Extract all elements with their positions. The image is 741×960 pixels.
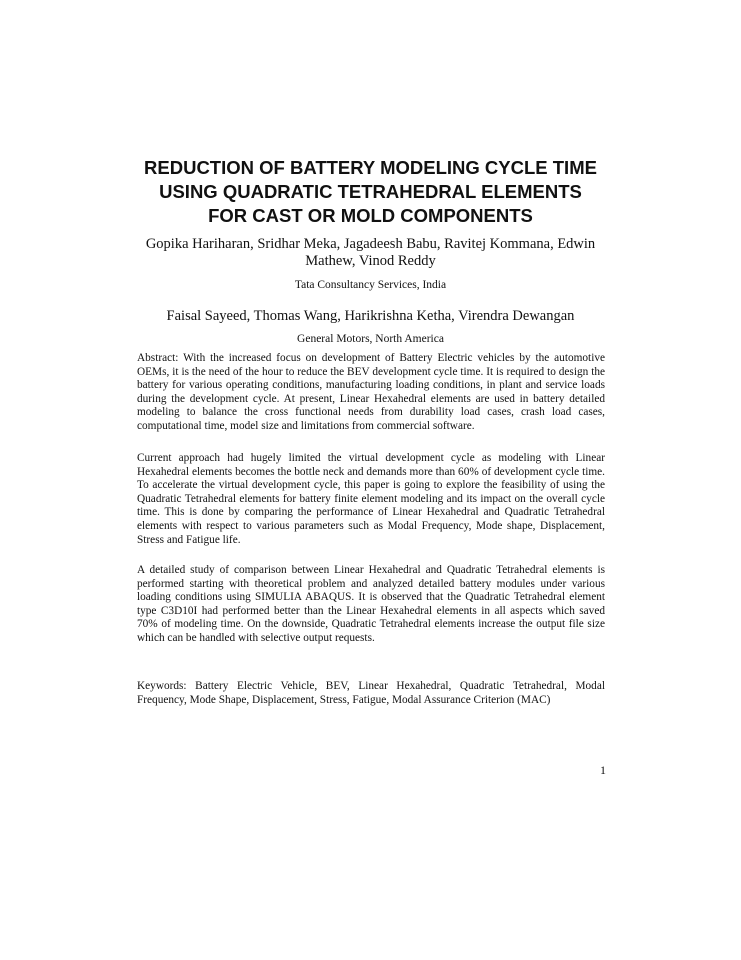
keywords: Keywords: Battery Electric Vehicle, BEV, Linear Hexahedral, Quadratic Tetrahedral, Modal Frequency, Mode Shape, Displacement, Stress, Fatigue, Modal Assurance Criterion (MAC) (137, 680, 605, 706)
paragraph: Current approach had hugely limited the virtual development cycle as modeling with Linear Hexahedral elements becomes the bottle neck and demands more than 60% of development cycle time. To accelerate the virtual development cycle, this paper is going to explore the feasibility of using the Quadratic Tetrahedral elements for battery finite element modeling and its impact on the overall cycle time. This is done by comparing the performance of Linear Hexahedral and Quadratic Tetrahedral elements with respect to various parameters such as Modal Frequency, Mode shape, Displacement, Stress and Fatigue life. (137, 452, 605, 546)
title-line: USING QUADRATIC TETRAHEDRAL ELEMENTS (159, 181, 582, 202)
paper-title (100, 156, 641, 228)
abstract: Abstract: With the increased focus on development of Battery Electric vehicles by the automotive OEMs, it is the need of the hour to reduce the BEV development cycle time. It is required to design the battery for various operating conditions, manufacturing loading conditions, in plant and service loads during the development cycle. At present, Linear Hexahedral elements are used in battery detailed modeling to balance the cross functional needs from durability load cases, crash load cases, computational time, model size and limitations from commercial software. (137, 352, 605, 432)
paragraph: A detailed study of comparison between Linear Hexahedral and Quadratic Tetrahedral elements is performed starting with theoretical problem and analyzed detailed battery modules under various loading conditions using SIMULIA ABAQUS. It is observed that the Quadratic Tetrahedral element type C3D10I had performed better than the Linear Hexahedral elements in all aspects which saved 70% of modeling time. On the downside, Quadratic Tetrahedral elements increase the output file size which can be handled with selective output requests. (137, 564, 605, 644)
title-line: REDUCTION OF BATTERY MODELING CYCLE TIME (144, 157, 597, 178)
affiliation-tcs: Tata Consultancy Services, India (294, 279, 447, 291)
author-list-gm: Faisal Sayeed, Thomas Wang, Harikrishna Ketha, Virendra Dewangan (166, 308, 575, 324)
title-line: FOR CAST OR MOLD COMPONENTS (208, 205, 533, 226)
page-number: 1 (600, 763, 606, 777)
affiliation-gm: General Motors, North America (297, 333, 444, 345)
author-list-tcs: Gopika Hariharan, Sridhar Meka, Jagadeesh Babu, Ravitej Kommana, Edwin Mathew, Vinod Reddy (145, 236, 596, 269)
